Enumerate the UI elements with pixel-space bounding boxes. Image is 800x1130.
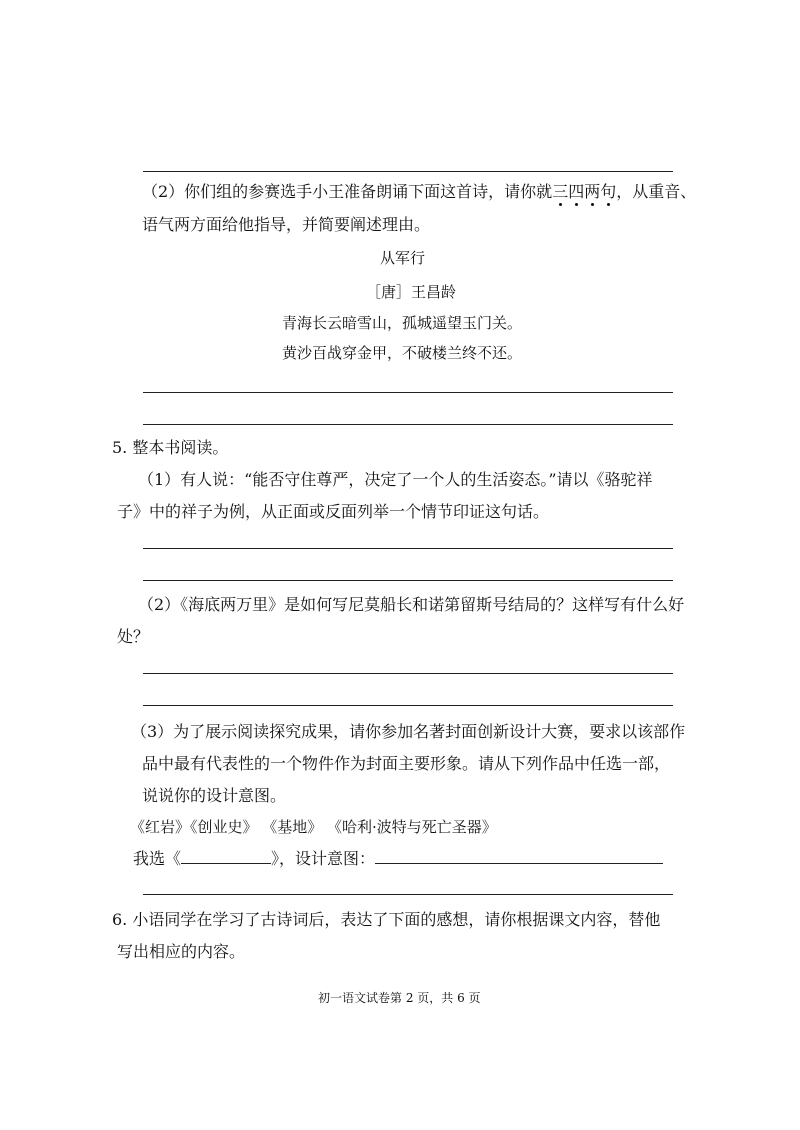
question-text: 6. 小语同学在学习了古诗词后，表达了下面的感想，请你根据课文内容，替他 — [112, 910, 661, 929]
question-text: （1）有人说：“能否守住尊严，决定了一个人的生活姿态。”请以《骆驼祥 — [138, 470, 653, 489]
answer-line — [143, 673, 673, 674]
question-text: 子》中的祥子为例，从正面或反面列举一个情节印证这句话。 — [117, 502, 550, 521]
question-text — [142, 182, 696, 202]
poem-title: 从军行 — [380, 249, 426, 267]
choose-line — [133, 847, 663, 869]
question-text: 语气两方面给他指导，并简要阐述理由。 — [142, 215, 431, 234]
answer-line — [143, 580, 673, 581]
book-list: 《红岩》《创业史》 《基地》 《哈利·波特与死亡圣器》 — [130, 818, 497, 836]
answer-line — [143, 705, 673, 706]
question-text: 说说你的设计意图。 — [142, 786, 287, 805]
book-choice-blank[interactable] — [181, 847, 271, 864]
emphasis-char: 句 — [600, 182, 617, 201]
design-intent-blank[interactable] — [375, 847, 663, 864]
answer-line — [143, 424, 673, 425]
emphasis-char: 四 — [568, 182, 585, 201]
question-prompt: （2）你们组的参赛选手小王准备朗诵下面这首诗，请你就 — [142, 182, 553, 201]
choose-suffix: 》，设计意图： — [271, 849, 376, 868]
question-text: 处？ — [117, 627, 150, 646]
answer-line — [143, 171, 673, 172]
answer-line — [143, 392, 673, 393]
emphasis-char: 两 — [584, 182, 601, 201]
poem-line: 青海长云暗雪山，孤城遥望玉门关。 — [282, 314, 523, 332]
question-text: （3）为了展示阅读探究成果，请你参加名著封面创新设计大赛，要求以该部作 — [131, 722, 686, 741]
question-text: 品中最有代表性的一个物件作为封面主要形象。请从下列作品中任选一部， — [142, 754, 671, 773]
poem-author: ［唐］王昌龄 — [366, 283, 457, 301]
emphasis-char: 三 — [552, 182, 569, 201]
answer-line — [143, 548, 673, 549]
choose-prefix: 我选《 — [133, 849, 182, 868]
question-text: （2）《海底两万里》是如何写尼莫船长和诺第留斯号结局的？这样写有什么好 — [138, 595, 685, 614]
poem-line: 黄沙百战穿金甲，不破楼兰终不还。 — [282, 344, 523, 362]
question-prompt-tail: ，从重音、 — [616, 182, 697, 201]
question-heading: 5. 整本书阅读。 — [112, 438, 229, 457]
question-text: 写出相应的内容。 — [117, 942, 246, 961]
answer-line — [143, 894, 673, 895]
page-footer: 初一语文试卷第 2 页，共 6 页 — [318, 991, 481, 1005]
